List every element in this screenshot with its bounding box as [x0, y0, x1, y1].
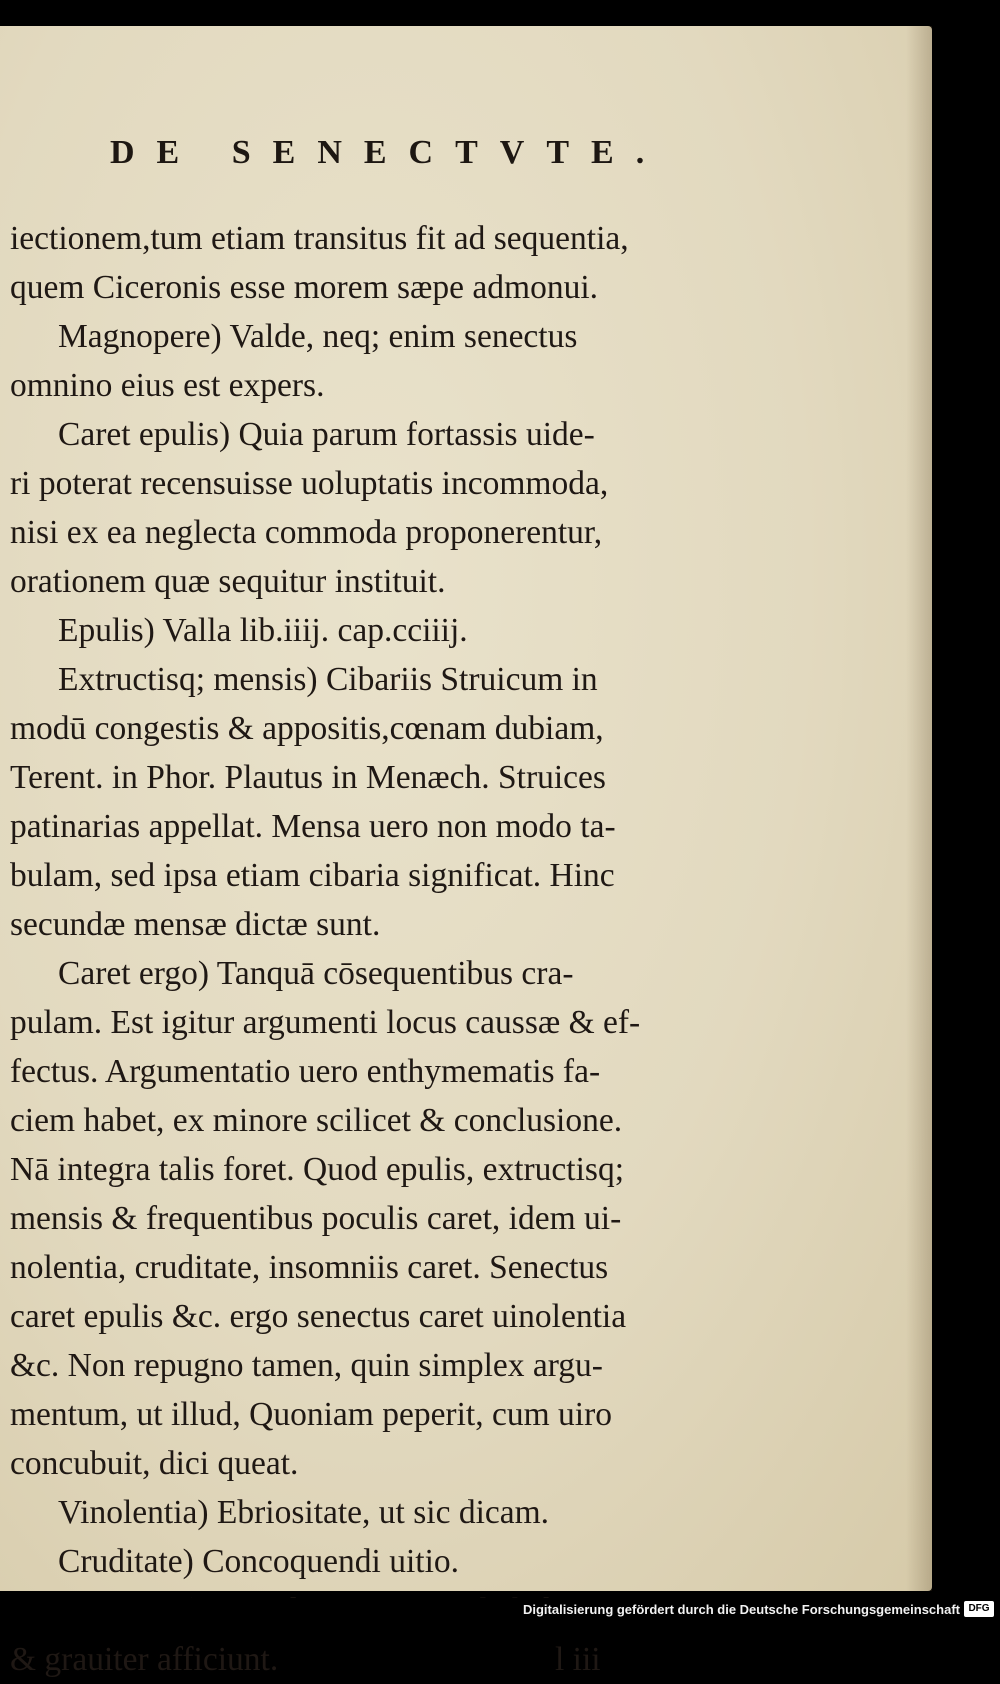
body-text: [10, 214, 750, 1684]
text-line: Magnopere) Valde, neq; enim senectus: [58, 318, 578, 355]
running-head: DE SENECTVTE.: [110, 134, 667, 171]
text-line: ciem habet, ex minore scilicet & conclusione.: [10, 1102, 623, 1139]
text-line: Vinolentia) Ebriositate, ut sic dicam.: [58, 1494, 550, 1531]
text-line: &c. Non repugno tamen, quin simplex argu-: [10, 1347, 603, 1384]
text-line: ri poterat recensuisse uoluptatis incommoda,: [10, 465, 609, 502]
text-line: Caret epulis) Quia parum fortassis uide-: [58, 416, 595, 453]
text-line: secundæ mensæ dictæ sunt.: [10, 906, 381, 943]
text-line: orationem quæ sequitur instituit.: [10, 563, 446, 600]
text-line: modū congestis & appositis,cœnam dubiam,: [10, 710, 604, 747]
text-line: Terent. in Phor. Plautus in Menæch. Struices: [10, 759, 606, 796]
text-line: omnino eius est expers.: [10, 367, 325, 404]
text-line: Caret ergo) Tanquā cōsequentibus cra-: [58, 955, 574, 992]
text-line: caret epulis &c. ergo senectus caret uinolentia: [10, 1298, 627, 1335]
text-line: Epulis) Valla lib.iiij. cap.cciiij.: [58, 612, 468, 649]
text-line: bulam, sed ipsa etiam cibaria significat. Hinc: [10, 857, 615, 894]
text-line: fectus. Argumentatio uero enthymematis fa-: [10, 1053, 601, 1090]
text-line: patinarias appellat. Mensa uero non modo ta-: [10, 808, 616, 845]
signature-mark: l iii: [555, 1641, 601, 1678]
final-line-text: & grauiter afficiunt.: [10, 1641, 279, 1678]
text-line: Nā integra talis foret. Quod epulis, extructisq;: [10, 1151, 625, 1188]
text-line: Cruditate) Concoquendi uitio.: [58, 1543, 460, 1580]
text-line-final: [10, 1635, 750, 1684]
footer-bar: [0, 1598, 1000, 1629]
text-line: Extructisq; mensis) Cibariis Struicum in: [58, 661, 598, 698]
dfg-logo-icon: DFG: [964, 1601, 994, 1617]
text-line: mensis & frequentibus poculis caret, idem ui-: [10, 1200, 622, 1237]
text-line: nisi ex ea neglecta commoda proponerentur,: [10, 514, 603, 551]
text-line: concubuit, dici queat.: [10, 1445, 299, 1482]
text-line: nolentia, cruditate, insomniis caret. Senectus: [10, 1249, 609, 1286]
text-line: mentum, ut illud, Quoniam peperit, cum uiro: [10, 1396, 612, 1433]
text-line: iectionem,tum etiam transitus fit ad sequentia,: [10, 220, 629, 257]
funding-notice: Digitalisierung gefördert durch die Deutsche Forschungsgemeinschaft: [522, 1602, 960, 1617]
text-line: pulam. Est igitur argumenti locus caussæ & ef-: [10, 1004, 641, 1041]
text-line: quem Ciceronis esse morem sæpe admonui.: [10, 269, 599, 306]
